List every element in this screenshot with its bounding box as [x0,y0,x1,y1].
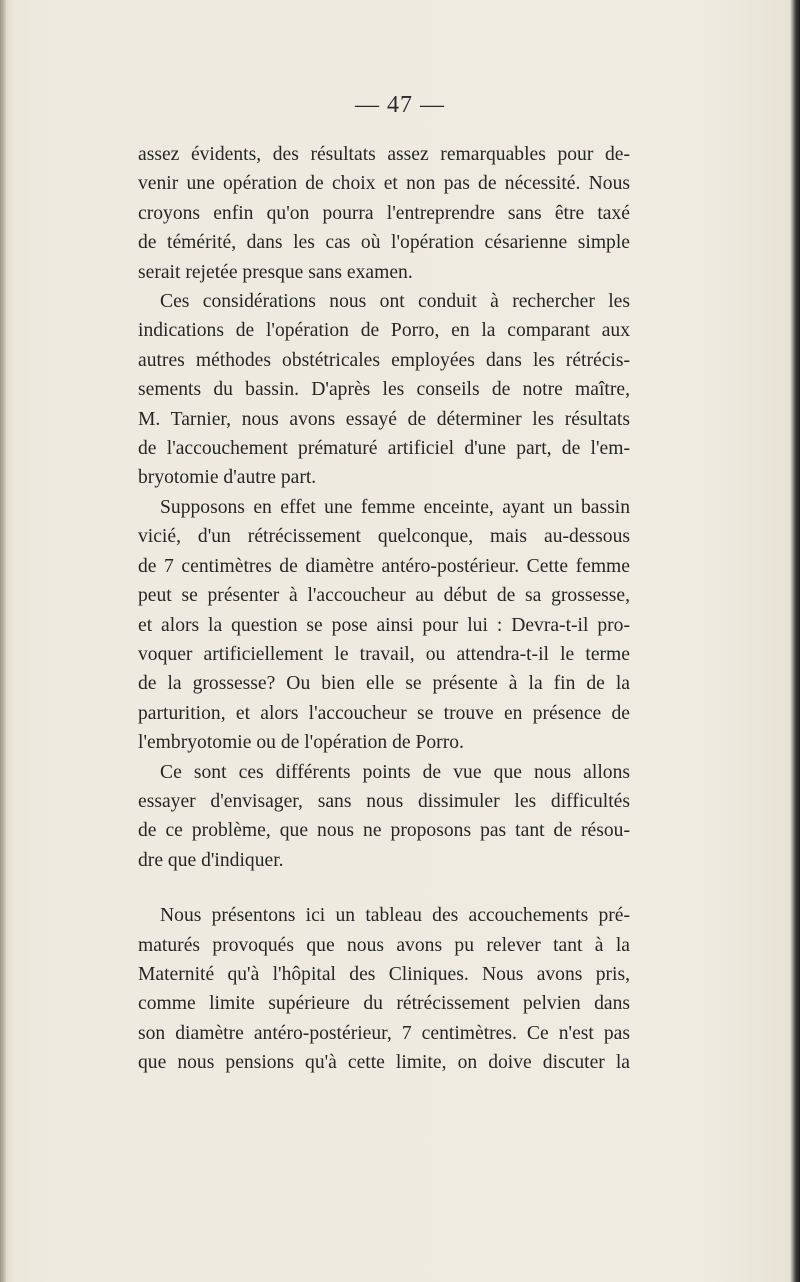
text-line: venir une opération de choix et non pas de nécessité. Nous [138,173,630,195]
text-line: maturés provoqués que nous avons pu relever tant à la [138,934,630,956]
text-line: assez évidents, des résultats assez remarquables pour de- [138,144,630,165]
paragraph-4 [138,758,630,876]
text-line: parturition, et alors l'accoucheur se trouve en présence de [138,702,630,724]
text-line: indications de l'opération de Porro, en la comparant aux [138,320,630,342]
body-text [138,140,630,1078]
paragraph-5 [138,901,630,1077]
text-line: son diamètre antéro-postérieur, 7 centimètres. Ce n'est pas [138,1022,630,1044]
text-line: essayer d'envisager, sans nous dissimuler les difficultés [138,790,630,812]
text-line: de témérité, dans les cas où l'opération césarienne simple [138,232,630,254]
paragraph-gap [138,875,630,901]
text-line: et alors la question se pose ainsi pour lui : Devra-t-il pro- [138,614,630,636]
text-line: croyons enfin qu'on pourra l'entreprendre sans être taxé [138,202,630,224]
text-line: comme limite supérieure du rétrécissement pelvien dans [138,993,630,1015]
text-line: l'embryotomie ou de l'opération de Porro. [138,732,464,754]
text-line: vicié, d'un rétrécissement quelconque, mais au-dessous [138,526,630,548]
paragraph-2 [138,287,630,493]
text-line: Maternité qu'à l'hôpital des Cliniques. Nous avons pris, [138,963,630,985]
text-line: de 7 centimètres de diamètre antéro-postérieur. Cette femme [138,555,630,577]
text-line: voquer artificiellement le travail, ou attendra-t-il le terme [138,643,630,665]
text-line: Nous présentons ici un tableau des accouchements pré- [160,905,630,927]
text-line: de la grossesse? Ou bien elle se présente à la fin de la [138,673,630,695]
text-line: de l'accouchement prématuré artificiel d'une part, de l'em- [138,438,630,460]
text-line: Supposons en effet une femme enceinte, ayant un bassin [160,496,630,518]
paragraph-3 [138,493,630,758]
text-line: bryotomie d'autre part. [138,467,317,489]
text-line: dre que d'indiquer. [138,849,284,871]
text-line: de ce problème, que nous ne proposons pas tant de résou- [138,820,630,842]
text-line: que nous pensions qu'à cette limite, on doive discuter la [138,1052,630,1074]
text-line: Ce sont ces différents points de vue que nous allons [160,761,630,783]
text-line: autres méthodes obstétricales employées dans les rétrécis- [138,349,630,371]
page-binding-edge [0,0,6,1282]
text-line: M. Tarnier, nous avons essayé de déterminer les résultats [138,408,630,430]
text-line: sements du bassin. D'après les conseils de notre maître, [138,379,630,401]
text-line: Ces considérations nous ont conduit à rechercher les [160,291,630,313]
text-line: serait rejetée presque sans examen. [138,261,413,283]
text-line: peut se présenter à l'accoucheur au début de sa grossesse, [138,585,630,607]
page-number: — 47 — [355,92,445,118]
paragraph-1 [138,140,630,287]
